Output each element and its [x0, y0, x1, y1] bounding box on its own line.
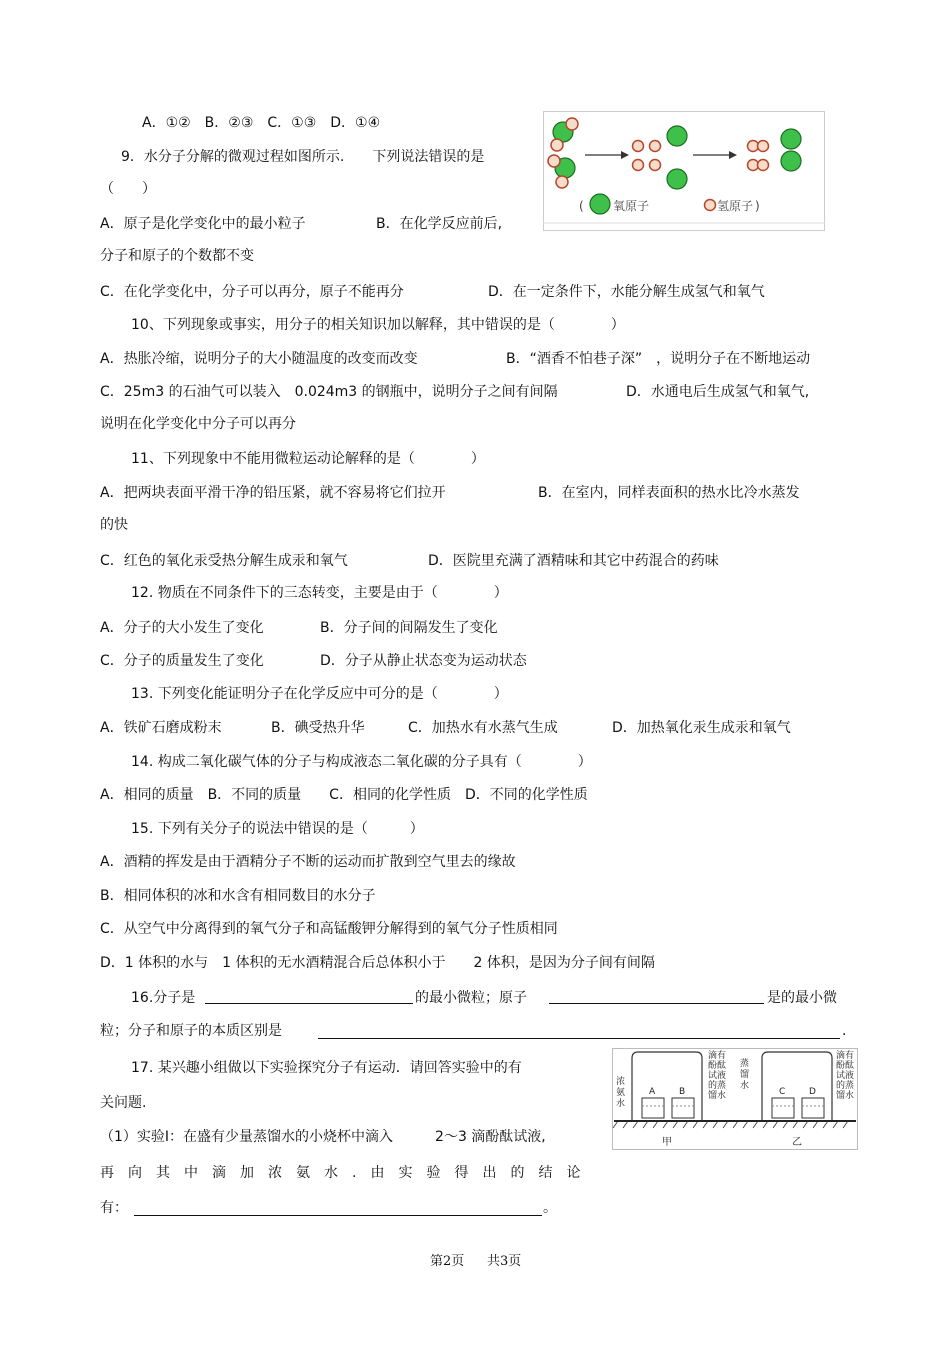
q9-stem: 9．水分子分解的微观过程如图所示. 下列说法错误的是: [121, 149, 485, 165]
q16-blank-1[interactable]: [205, 989, 413, 1004]
legend-oxygen-label: 氧原子: [613, 199, 650, 213]
q14-options: A．相同的质量 B．不同的质量 C．相同的化学性质 D．不同的化学性质: [100, 787, 588, 803]
q16-period: .: [842, 1023, 847, 1039]
q13-option-a: A．铁矿石磨成粉末: [100, 720, 222, 736]
q16-blank-2[interactable]: [549, 989, 764, 1004]
q16-part1: 16.分子是: [131, 990, 196, 1006]
q8-options: A．①② B．②③ C．①③ D．①④: [142, 115, 381, 131]
label-phenolphthalein-water-2: 滴有酚酞试液的蒸馏水: [836, 1051, 855, 1101]
q17-end-mark: 。: [543, 1200, 557, 1216]
q11-option-a: A．把两块表面平滑干净的铅压紧，就不容易将它们拉开: [100, 485, 446, 501]
legend-hydrogen-label: 氢原子: [717, 199, 754, 213]
beaker-d-label: D: [809, 1087, 816, 1097]
q9-option-c: C．在化学变化中，分子可以再分，原子不能再分: [100, 284, 404, 300]
q10-option-d: D．水通电后生成氢气和氧气,: [626, 384, 810, 400]
q16-blank-3[interactable]: [318, 1024, 840, 1039]
q11-stem: 11、下列现象中不能用微粒运动论解释的是（ ）: [131, 451, 485, 467]
q10-option-a: A．热胀冷缩，说明分子的大小随温度的改变而改变: [100, 351, 418, 367]
q16-part4: 粒；分子和原子的本质区别是: [100, 1023, 282, 1039]
legend-open-paren: (: [579, 199, 584, 213]
water-decomposition-figure: [543, 111, 825, 231]
q9-option-a: A．原子是化学变化中的最小粒子: [100, 216, 306, 232]
q12-option-d: D．分子从静止状态变为运动状态: [320, 653, 527, 669]
q17-stem: 17. 某兴趣小组做以下实验探究分子有运动．请回答实验中的有: [131, 1060, 522, 1076]
q11-option-b-cont: 的快: [100, 517, 128, 533]
q12-option-b: B．分子间的间隔发生了变化: [320, 620, 498, 636]
q16-part2: 的最小微粒；原子: [415, 990, 527, 1006]
q17-blank-conclusion[interactable]: [134, 1201, 542, 1216]
setup-jia-label: 甲: [662, 1137, 672, 1148]
water-decomposition-diagram: [543, 111, 825, 231]
beaker-c-label: C: [779, 1087, 786, 1097]
ammonia-experiment-diagram: [612, 1048, 858, 1150]
q15-stem: 15. 下列有关分子的说法中错误的是（ ）: [131, 821, 424, 837]
q17-conclusion-label: 有：: [100, 1200, 128, 1216]
q13-option-c: C．加热水有水蒸气生成: [408, 720, 558, 736]
legend-close-paren: ): [755, 199, 760, 213]
q13-option-b: B．碘受热升华: [271, 720, 365, 736]
q15-option-d: D．1 体积的水与 1 体积的无水酒精混合后总体积小于 2 体积，是因为分子间有间隔: [100, 955, 655, 971]
ammonia-experiment-figure: [612, 1048, 858, 1150]
q11-option-d: D．医院里充满了酒精味和其它中药混合的药味: [428, 553, 719, 569]
label-concentrated-ammonia: 浓氨水: [616, 1077, 626, 1109]
q9-option-b: B．在化学反应前后,: [376, 216, 503, 232]
q13-stem: 13. 下列变化能证明分子在化学反应中可分的是（ ）: [131, 686, 508, 702]
q12-option-a: A．分子的大小发生了变化: [100, 620, 264, 636]
q11-option-b: B．在室内，同样表面积的热水比冷水蒸发: [538, 485, 800, 501]
q12-option-c: C．分子的质量发生了变化: [100, 653, 264, 669]
label-distilled-water: 蒸馏水: [740, 1059, 750, 1091]
footer-page-number: 第2页: [430, 1254, 465, 1269]
beaker-a-label: A: [649, 1087, 656, 1097]
q9-option-d: D．在一定条件下，水能分解生成氢气和氧气: [488, 284, 765, 300]
q15-option-c: C．从空气中分离得到的氧气分子和高锰酸钾分解得到的氧气分子性质相同: [100, 921, 558, 937]
q14-stem: 14. 构成二氧化碳气体的分子与构成液态二氧化碳的分子具有（ ）: [131, 754, 592, 770]
footer-total-pages: 共3页: [487, 1254, 522, 1269]
q15-option-a: A．酒精的挥发是由于酒精分子不断的运动而扩散到空气里去的缘故: [100, 854, 516, 870]
q16-part3: 是的最小微: [767, 990, 837, 1006]
q15-option-b: B．相同体积的冰和水含有相同数目的水分子: [100, 888, 376, 904]
q12-stem: 12. 物质在不同条件下的三态转变，主要是由于（ ）: [131, 585, 508, 601]
q17-step1-cont: 再 向 其 中 滴 加 浓 氨 水 . 由 实 验 得 出 的 结 论: [100, 1165, 581, 1181]
q10-stem: 10、下列现象或事实，用分子的相关知识加以解释，其中错误的是（ ）: [131, 317, 625, 333]
q10-option-d-cont: 说明在化学变化中分子可以再分: [100, 416, 296, 432]
q11-option-c: C．红色的氧化汞受热分解生成汞和氧气: [100, 553, 348, 569]
q13-option-d: D．加热氧化汞生成汞和氧气: [612, 720, 791, 736]
label-phenolphthalein-water-1: 滴有酚酞试液的蒸馏水: [708, 1051, 727, 1101]
q17-step1: （1）实验Ⅰ：在盛有少量蒸馏水的小烧杯中滴入 2～3 滴酚酞试液,: [100, 1129, 546, 1145]
q9-answer-paren: （ ）: [100, 181, 156, 197]
beaker-b-label: B: [679, 1087, 686, 1097]
q10-option-c: C．25m3 的石油气可以装入 0.024m3 的钢瓶中，说明分子之间有间隔: [100, 384, 558, 400]
q17-stem-cont: 关问题.: [100, 1095, 147, 1111]
q10-option-b: B．“酒香不怕巷子深” ，说明分子在不断地运动: [506, 351, 811, 367]
setup-yi-label: 乙: [792, 1137, 802, 1148]
q9-option-b-cont: 分子和原子的个数都不变: [100, 248, 254, 264]
